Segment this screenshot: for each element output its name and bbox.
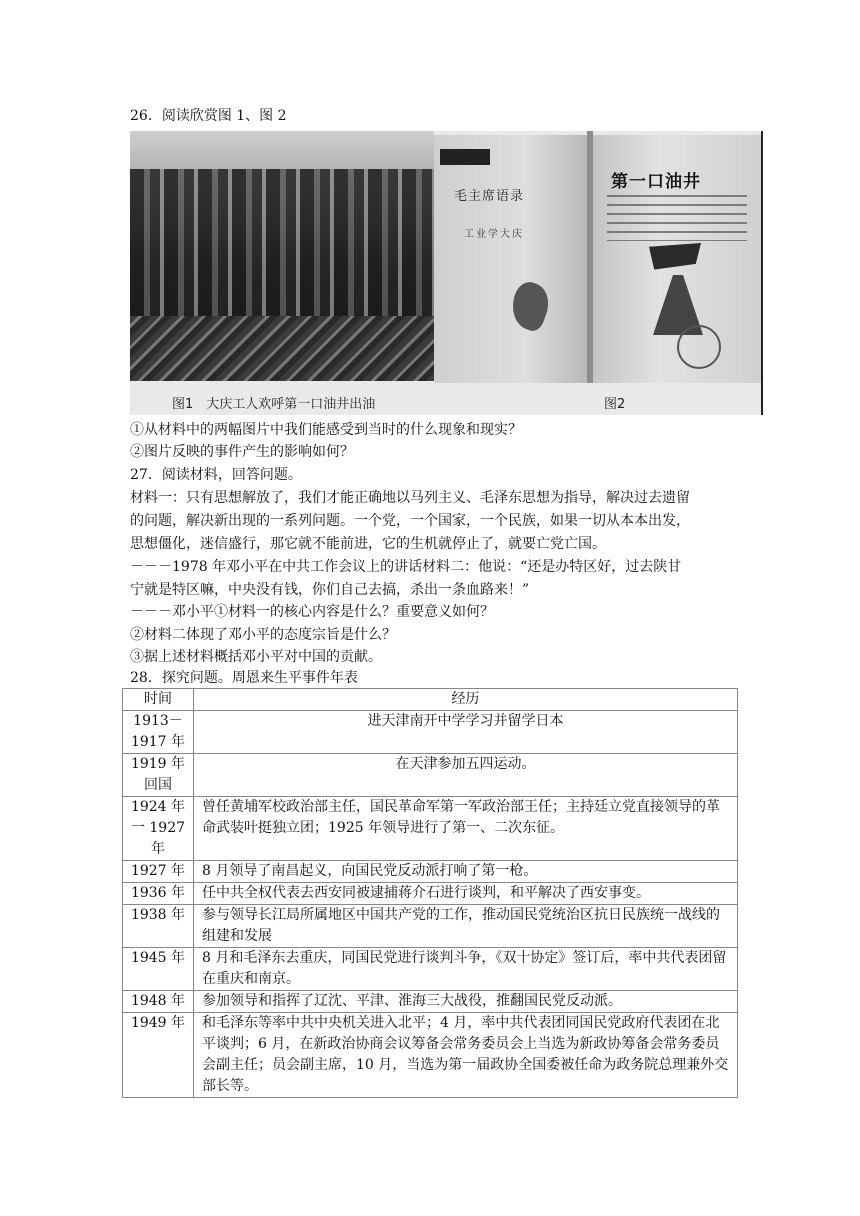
table-row <box>123 905 738 948</box>
figure1-photo <box>130 131 434 381</box>
table-header-row <box>123 689 738 711</box>
stamp-icon <box>677 325 721 369</box>
table-row <box>123 861 738 883</box>
book-right-title: 第一口油井 <box>611 172 701 192</box>
row-time: 1945 年 <box>123 948 194 991</box>
ground-image <box>130 316 434 381</box>
q28-title: 28．探究问题。周恩来生平事件年表 <box>130 670 358 686</box>
q27-line: －－－1978 年邓小平在中共工作会议上的讲话材料二：他说：“还是办特区好，过去陕甘 <box>130 559 682 575</box>
row-event: 参与领导长江局所属地区中国共产党的工作，推动国民党统治区抗日民族统一战线的组建和发展 <box>194 905 738 948</box>
q27-line: ②材料二体现了邓小平的态度宗旨是什么？ <box>130 627 396 643</box>
table-row <box>123 711 738 754</box>
row-time: 1913－1917 年 <box>123 711 194 754</box>
header-time: 时间 <box>123 689 194 711</box>
book-badge <box>440 149 490 165</box>
table-row <box>123 883 738 905</box>
table-row <box>123 991 738 1013</box>
row-event: 8 月领导了南昌起义，向国民党反动派打响了第一枪。 <box>194 861 738 883</box>
row-time: 1919 年回国 <box>123 754 194 797</box>
row-event: 参加领导和指挥了辽沈、平津、淮海三大战役，推翻国民党反动派。 <box>194 991 738 1013</box>
row-event: 进天津南开中学学习并留学日本 <box>194 711 738 754</box>
figure2-caption: 图2 <box>604 397 626 412</box>
q26-question-1: ①从材料中的两幅图片中我们能感受到当时的什么现象和现实？ <box>130 422 522 438</box>
q27-line: 的问题，解决新出现的一系列问题。一个党，一个国家，一个民族，如果一切从本本出发， <box>130 513 690 529</box>
book-left-title: 毛主席语录 <box>454 189 525 204</box>
table-row <box>123 797 738 861</box>
q26-question-2: ②图片反映的事件产生的影响如何？ <box>130 444 354 460</box>
q27-line: 宁就是特区嘛，中央没有钱，你们自己去搞，杀出一条血路来！” <box>130 582 530 598</box>
book-right-page <box>593 135 761 383</box>
table-row <box>123 1013 738 1098</box>
row-event: 和毛泽东等率中共中央机关进入北平；4 月，率中共代表团同国民党政府代表团在北平谈判；6 月，在新政治协商会议筹备会常务委员会上当选为新政协筹备会常务委员会副主任；员会副主席，10 月，当选为第一届政协全国委被任命为政务院总理兼外交部长等。 <box>194 1013 738 1098</box>
book-right-text <box>607 195 747 241</box>
figure1-caption: 图1 大庆工人欢呼第一口油井出油 <box>172 397 376 412</box>
q27-line: 27．阅读材料，回答问题。 <box>130 467 302 483</box>
row-time: 1924 年一 1927 年 <box>123 797 194 861</box>
header-event: 经历 <box>194 689 738 711</box>
q27-line: ③据上述材料概括邓小平对中国的贡献。 <box>130 649 382 665</box>
row-event: 曾任黄埔军校政治部主任，国民革命军第一军政治部王任；主持廷立党直接领导的革命武装叶挺独立团；1925 年领导进行了第一、二次东征。 <box>194 797 738 861</box>
table-row <box>123 948 738 991</box>
book-left-subtitle: 工业学大庆 <box>464 229 524 240</box>
row-time: 1938 年 <box>123 905 194 948</box>
book-left-figure <box>505 278 555 334</box>
figure-photos <box>130 131 763 415</box>
row-time: 1927 年 <box>123 861 194 883</box>
row-event: 在天津参加五四运动。 <box>194 754 738 797</box>
crowd-image <box>130 169 434 319</box>
book-left-page <box>434 135 587 383</box>
q26-title: 26．阅读欣赏图 1、图 2 <box>130 108 287 124</box>
timeline-table <box>122 688 738 1098</box>
q27-line: 材料一：只有思想解放了，我们才能正确地以马列主义、毛泽东思想为指导，解决过去遗留 <box>130 490 690 506</box>
row-time: 1936 年 <box>123 883 194 905</box>
q27-line: －－－邓小平①材料一的核心内容是什么？重要意义如何？ <box>130 604 494 620</box>
row-time: 1948 年 <box>123 991 194 1013</box>
q27-line: 思想僵化，迷信盛行，那它就不能前进，它的生机就停止了，就要亡党亡国。 <box>130 536 606 552</box>
row-time: 1949 年 <box>123 1013 194 1098</box>
row-event: 任中共全权代表去西安同被逮捕蒋介石进行谈判，和平解决了西安事变。 <box>194 883 738 905</box>
table-row <box>123 754 738 797</box>
row-event: 8 月和毛泽东去重庆，同国民党进行谈判斗争，《双十协定》签订后，率中共代表团留在重庆和南京。 <box>194 948 738 991</box>
